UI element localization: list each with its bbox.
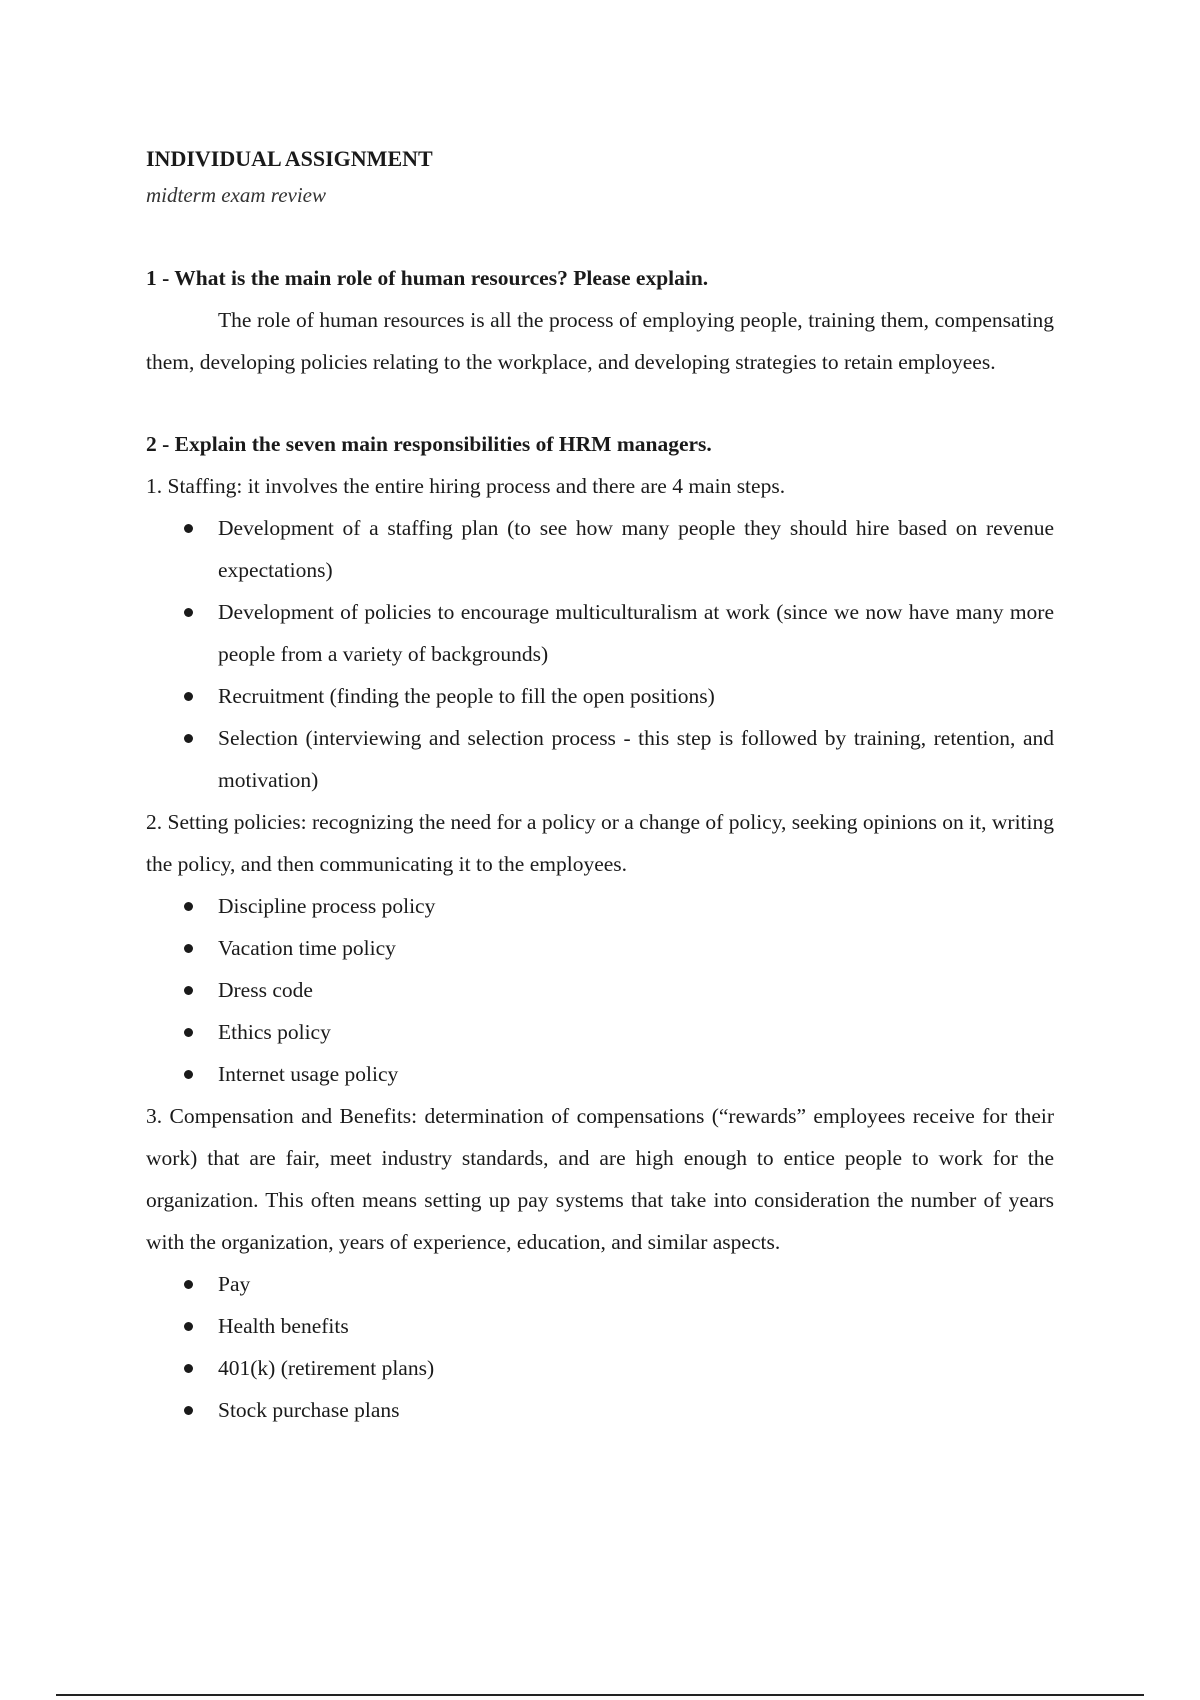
document-title: INDIVIDUAL ASSIGNMENT	[146, 146, 433, 171]
list-item: Dress code	[218, 969, 1054, 1011]
question-2-heading: 2 - Explain the seven main responsibilities of HRM managers.	[146, 432, 712, 456]
compensation-paragraph: 3. Compensation and Benefits: determination of compensations (“rewards” employees receive for their work) that are fair, meet industry standards, and are high enough to entice people to work for the organization. This often means setting up pay systems that take into consideration the number of years with the organization, years of experience, education, and similar aspects.	[146, 1104, 1054, 1254]
policies-paragraph: 2. Setting policies: recognizing the need for a policy or a change of policy, seeking opinions on it, writing the policy, and then communicating it to the employees.	[146, 810, 1054, 876]
list-item: Internet usage policy	[218, 1053, 1054, 1095]
list-item: 401(k) (retirement plans)	[218, 1347, 1054, 1389]
policies-list	[146, 885, 1054, 1095]
list-item: Development of policies to encourage multiculturalism at work (since we now have many more people from a variety of backgrounds)	[218, 591, 1054, 675]
question-1-answer: The role of human resources is all the process of employing people, training them, compensating them, developing policies relating to the workplace, and developing strategies to retain employees.	[146, 308, 1054, 374]
document-page	[146, 143, 1054, 1431]
list-item: Selection (interviewing and selection process - this step is followed by training, retention, and motivation)	[218, 717, 1054, 801]
list-item: Vacation time policy	[218, 927, 1054, 969]
list-item: Stock purchase plans	[218, 1389, 1054, 1431]
staffing-paragraph: 1. Staffing: it involves the entire hiring process and there are 4 main steps.	[146, 474, 786, 498]
question-1-heading: 1 - What is the main role of human resources? Please explain.	[146, 266, 709, 290]
staffing-list	[146, 507, 1054, 801]
list-item: Health benefits	[218, 1305, 1054, 1347]
compensation-list	[146, 1263, 1054, 1431]
list-item: Ethics policy	[218, 1011, 1054, 1053]
list-item: Development of a staffing plan (to see how many people they should hire based on revenue expectations)	[218, 507, 1054, 591]
document-subtitle: midterm exam review	[146, 183, 326, 207]
list-item: Pay	[218, 1263, 1054, 1305]
list-item: Discipline process policy	[218, 885, 1054, 927]
list-item: Recruitment (finding the people to fill the open positions)	[218, 675, 1054, 717]
page-bottom-rule	[56, 1694, 1144, 1696]
